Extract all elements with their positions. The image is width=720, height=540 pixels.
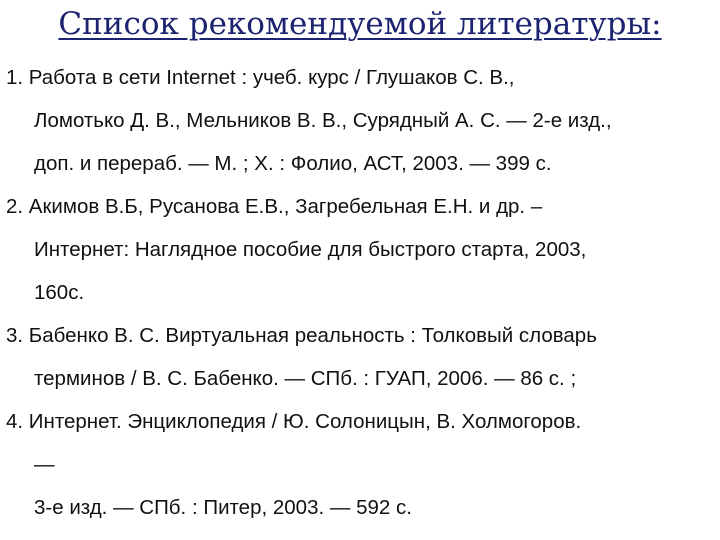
reference-item-1	[6, 56, 714, 185]
reference-line: 3-е изд. — СПб. : Питер, 2003. — 592 с.	[34, 496, 412, 519]
reference-item-4	[6, 400, 714, 529]
reference-line: терминов / В. С. Бабенко. — СПб. : ГУАП, 2006. — 86 с. ;	[34, 367, 577, 390]
reference-line: 160с.	[34, 281, 85, 304]
reference-line: Ломотько Д. В., Мельников В. В., Сурядный А. С. — 2-е изд.,	[34, 109, 612, 132]
reference-item-3	[6, 314, 714, 400]
reference-line: 1. Работа в сети Internet : учеб. курс / Глушаков С. В.,	[6, 66, 515, 89]
reference-line: доп. и перераб. — М. ; Х. : Фолио, АСТ, 2003. — 399 с.	[34, 152, 552, 175]
reference-line: 4. Интернет. Энциклопедия / Ю. Солоницын, В. Холмогоров.	[6, 410, 582, 433]
reference-item-2	[6, 185, 714, 314]
reference-line: 3. Бабенко В. С. Виртуальная реальность : Толковый словарь	[6, 324, 597, 347]
reference-line: 2. Акимов В.Б, Русанова Е.В., Загребельная Е.Н. и др. –	[6, 195, 543, 218]
reference-line: Интернет: Наглядное пособие для быстрого старта, 2003,	[34, 238, 587, 261]
reference-line: —	[34, 453, 55, 476]
reference-list	[6, 56, 714, 529]
slide-title: Список рекомендуемой литературы:	[58, 6, 662, 42]
